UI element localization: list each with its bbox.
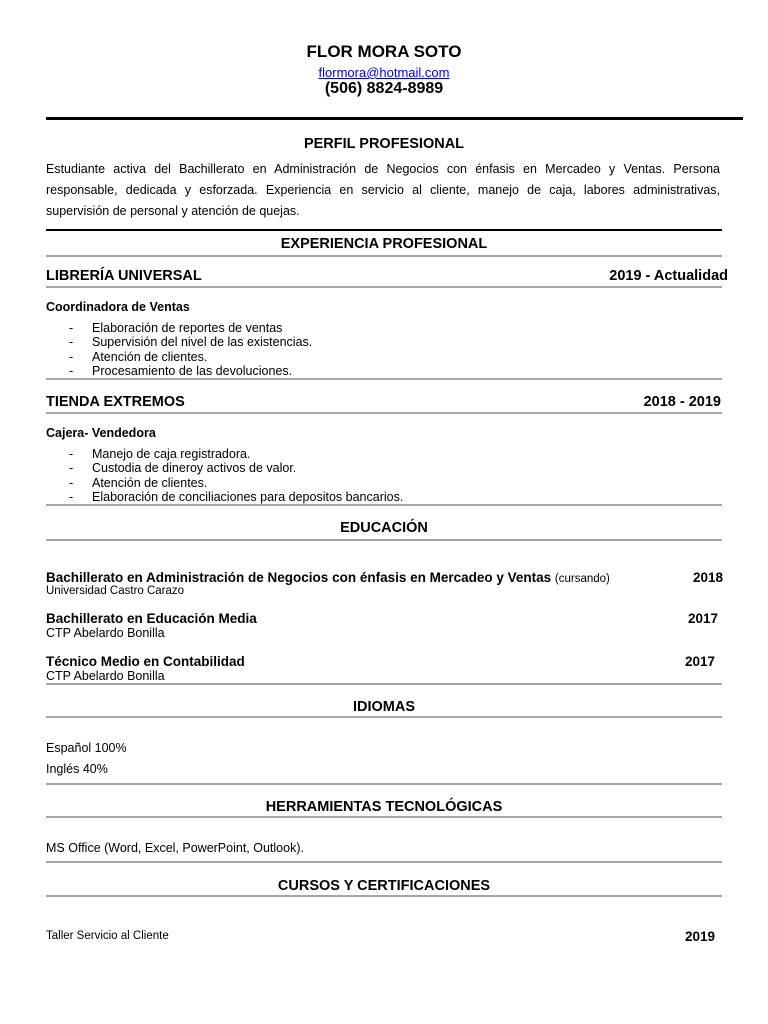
education-institution: CTP Abelardo Bonilla <box>46 626 165 640</box>
profile-text: Estudiante activa del Bachillerato en Administración de Negocios con énfasis en Mercadeo y Ventas. Persona responsable, dedicada y esforzada. Experiencia en servicio al cliente, manejo de caja, labores administrativas, supervisión de personal y atención de quejas. <box>46 162 720 218</box>
list-item: - Elaboración de reportes de ventas <box>46 321 722 335</box>
job-company: LIBRERÍA UNIVERSAL <box>46 268 202 284</box>
degree-title: Técnico Medio en Contabilidad <box>46 654 245 669</box>
section-title-education: EDUCACIÓN <box>340 520 428 536</box>
divider <box>46 286 722 288</box>
divider <box>46 539 722 541</box>
divider <box>46 683 722 685</box>
job-task-list <box>46 321 722 378</box>
list-item: - Supervisión del nivel de las existencias. <box>46 335 722 349</box>
job-company: TIENDA EXTREMOS <box>46 394 185 410</box>
tools-text: MS Office (Word, Excel, PowerPoint, Outlook). <box>46 841 304 855</box>
list-item: - Manejo de caja registradora. <box>46 447 722 461</box>
course-year: 2019 <box>685 929 716 944</box>
divider <box>46 895 722 897</box>
education-year: 2017 <box>688 611 719 626</box>
divider <box>46 412 722 414</box>
divider <box>46 504 722 506</box>
degree-title: Bachillerato en Educación Media <box>46 611 257 626</box>
job-task-list <box>46 447 722 504</box>
candidate-name: FLOR MORA SOTO <box>306 42 462 61</box>
divider <box>46 816 722 818</box>
education-institution: CTP Abelardo Bonilla <box>46 669 165 683</box>
job-role: Cajera- Vendedora <box>46 426 156 440</box>
divider <box>46 716 722 718</box>
education-institution: Universidad Castro Carazo <box>46 585 185 597</box>
section-title-courses: CURSOS Y CERTIFICACIONES <box>277 878 491 894</box>
section-title-tools: HERRAMIENTAS TECNOLÓGICAS <box>265 799 503 815</box>
job-role: Coordinadora de Ventas <box>46 300 190 314</box>
header-divider <box>46 117 743 120</box>
divider <box>46 255 722 257</box>
education-degree <box>46 570 610 585</box>
divider <box>46 861 722 863</box>
education-year: 2017 <box>685 654 716 669</box>
list-item: - Procesamiento de las devoluciones. <box>46 364 722 378</box>
language-item: Español 100% <box>46 741 127 755</box>
section-title-languages: IDIOMAS <box>352 699 416 715</box>
divider <box>46 229 722 231</box>
list-item: - Elaboración de conciliaciones para depositos bancarios. <box>46 490 722 504</box>
course-name: Taller Servicio al Cliente <box>46 930 169 942</box>
phone-number: (506) 8824-8989 <box>324 80 444 97</box>
degree-title: Bachillerato en Administración de Negocios con énfasis en Mercadeo y Ventas <box>46 570 552 585</box>
divider <box>46 783 722 785</box>
degree-note: (cursando) <box>554 573 610 585</box>
section-title-experience: EXPERIENCIA PROFESIONAL <box>280 236 488 252</box>
divider <box>46 378 722 380</box>
job-period: 2018 - 2019 <box>643 394 721 410</box>
section-title-profile: PERFIL PROFESIONAL <box>303 136 465 152</box>
education-year: 2018 <box>693 570 724 585</box>
list-item: - Custodia de dineroy activos de valor. <box>46 461 722 475</box>
list-item: - Atención de clientes. <box>46 350 722 364</box>
email-link[interactable]: flormora@hotmail.com <box>318 65 450 80</box>
list-item: - Atención de clientes. <box>46 476 722 490</box>
language-item: Inglés 40% <box>46 762 108 776</box>
job-period: 2019 - Actualidad <box>609 268 728 284</box>
